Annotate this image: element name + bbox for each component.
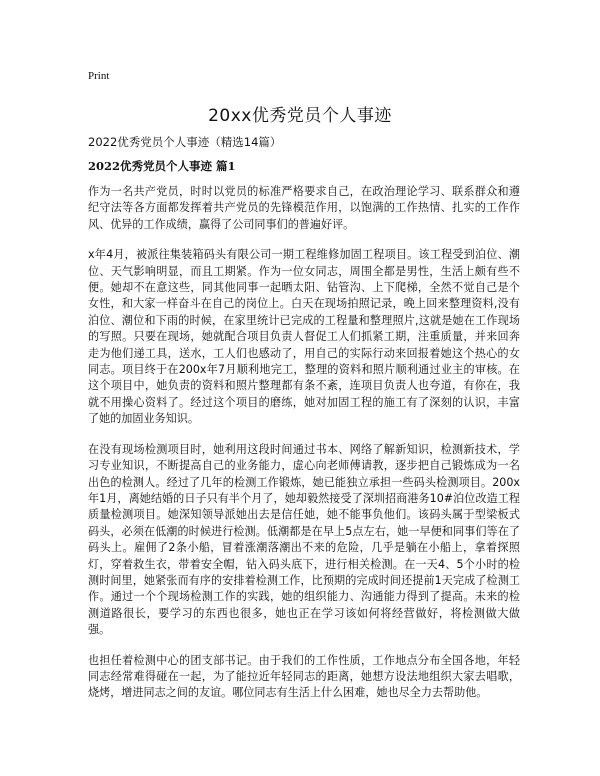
- paragraph-2: x年4月，被派往集装箱码头有限公司一期工程维修加固工程项目。该工程受到泊位、潮位、天气影响明显，而且工期紧。作为一位女同志，周围全都是男性，生活上颇有些不便。她却不在意这些，同其他同事一起晒太阳、钻管沟、上下爬梯，全然不觉自己是个女性，和大家一样奋斗在自己的岗位上。白天在现场拍照记录，晚上回来整理资料,没有泊位、潮位和下雨的时候，在家里统计已完成的工程量和整理照片,这就是她在工作现场的写照。只要在现场，她就配合项目负责人督促工人们抓紧工期，注重质量，并来回奔走为他们递工具，送水，工人们也感动了，用自己的实际行动来回报着她这个热心的女同志。项目终于在200x年7月顺利地完工，整理的资料和照片顺利通过业主的审核。在这个项目中，她负责的资料和照片整理都有条不紊，连项目负责人也夸道，有你在，我就不用操心资料了。经过这个项目的磨练，她对加固工程的施工有了深刻的认识，丰富了她的加固业务知识。: [88, 248, 520, 426]
- print-link[interactable]: Print: [88, 70, 110, 82]
- document-subtitle: 2022优秀党员个人事迹（精选14篇）: [88, 135, 282, 149]
- article-body: [88, 184, 520, 716]
- paragraph-1: 作为一名共产党员，时时以党员的标准严格要求自己，在政治理论学习、联系群众和遵纪守法等各方面都发挥着共产党员的先锋模范作用，以饱满的工作热情、扎实的工作作风、优异的工作成绩，赢得了公司同事们的普遍好评。: [88, 185, 520, 231]
- paragraph-3: 在没有现场检测项目时，她利用这段时间通过书本、网络了解新知识，检测新技术，学习专业知识，不断提高自己的业务能力，虚心向老师傅请教，逐步把自己锻炼成为一名出色的检测人。经过了几年的检测工作锻炼，她已能独立承担一些码头检测项目。200x年1月，离她结婚的日子只有半个月了，她却毅然接受了深圳招商港务10#泊位改造工程质量检测项目。她深知领导派她出去是信任她，她不能事负他们。该码头属于型梁板式码头，必须在低潮的时候进行检测。低潮都是在早上5点左右，她一早便和同事们等在了码头上。雇佣了2条小船，冒着涨潮落潮出不来的危险，几乎是躺在小船上，拿着探照灯，穿着救生衣，带着安全帽，钻入码头底下，进行相关检测。在一天4、5个小时的检测时间里，她紧张而有序的安排着检测工作，比预期的完成时间还提前1天完成了检测工作。通过一个个现场检测工作的实践，她的组织能力、沟通能力得到了提高。未来的检测道路很长，要学习的东西也很多，她也正在学习该如何将经营做好，将检测做大做强。: [88, 442, 520, 637]
- page-title: 20xx优秀党员个人事迹: [208, 106, 392, 126]
- paragraph-4: 也担任着检测中心的团支部书记。由于我们的工作性质，工作地点分布全国各地，年轻同志经常难得碰在一起，为了能拉近年轻同志的距离，她想方设法地组织大家去唱歌，烧烤，增进同志之间的友谊。哪位同志有生活上什么困难，她也尽全力去帮助他。: [88, 653, 520, 700]
- section-heading: 2022优秀党员个人事迹 篇1: [88, 159, 236, 173]
